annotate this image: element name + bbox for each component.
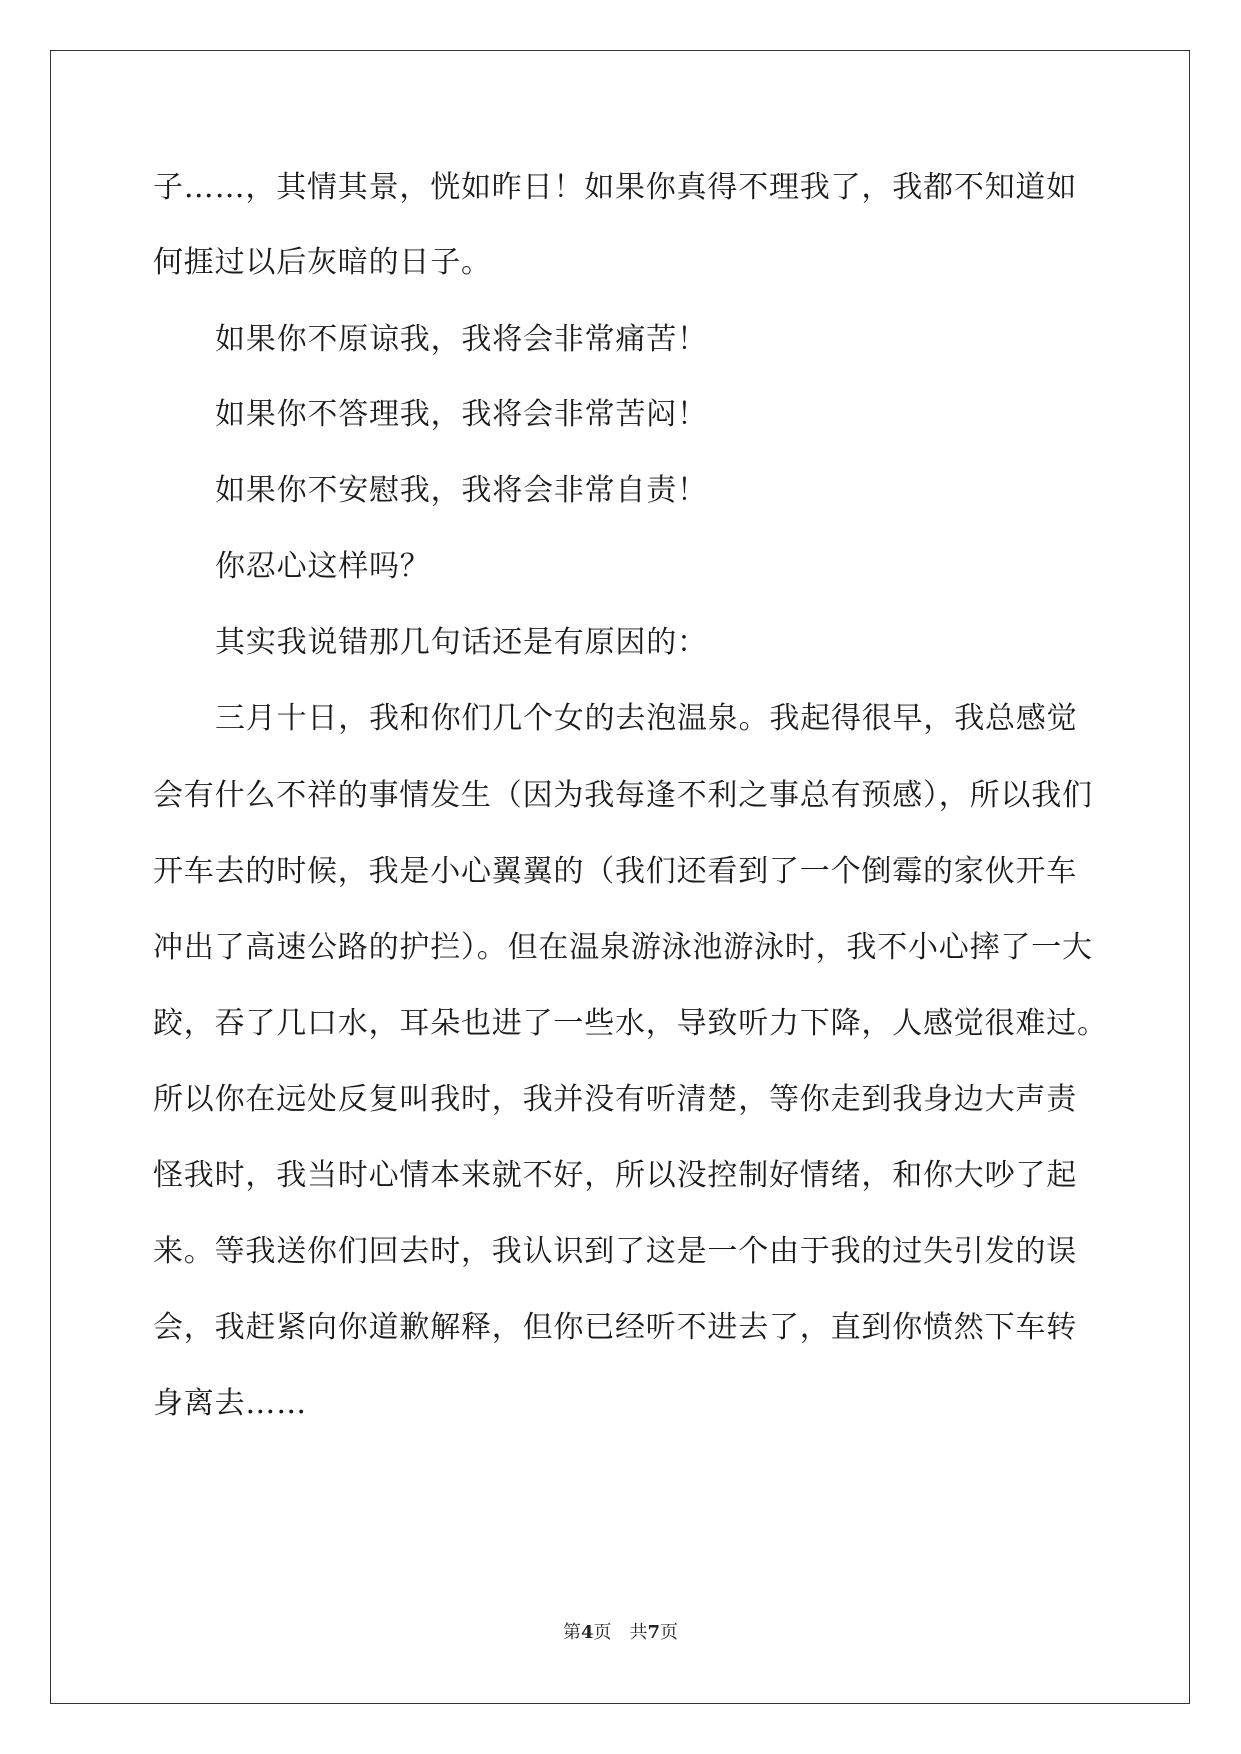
body-line: 如果你不安慰我，我将会非常自责！ <box>215 473 708 508</box>
page-footer <box>0 1618 1241 1644</box>
body-line: 如果你不原谅我，我将会非常痛苦！ <box>215 322 708 357</box>
body-line: 子……，其情其景，恍如昨日！如果你真得不理我了，我都不知道如 <box>153 170 1077 205</box>
body-line: 所以你在远处反复叫我时，我并没有听清楚，等你走到我身边大声责 <box>153 1082 1077 1117</box>
total-pages-number: 7 <box>647 1622 661 1643</box>
body-line: 会有什么不祥的事情发生（因为我每逢不利之事总有预感），所以我们 <box>153 778 1093 813</box>
body-line: 如果你不答理我，我将会非常苦闷！ <box>215 397 708 432</box>
body-line: 来。等我送你们回去时，我认识到了这是一个由于我的过失引发的误 <box>153 1234 1077 1269</box>
body-line: 何捱过以后灰暗的日子。 <box>153 245 492 280</box>
footer-mid: 页 共 <box>593 1622 648 1643</box>
body-line: 你忍心这样吗？ <box>215 549 431 584</box>
current-page-number: 4 <box>580 1622 594 1643</box>
body-line: 怪我时，我当时心情本来就不好，所以没控制好情绪，和你大吵了起 <box>153 1158 1077 1193</box>
body-line: 跤，吞了几口水，耳朵也进了一些水，导致听力下降，人感觉很难过。 <box>153 1006 1108 1041</box>
footer-suffix: 页 <box>660 1622 679 1643</box>
footer-prefix: 第 <box>562 1622 581 1643</box>
body-line: 三月十日，我和你们几个女的去泡温泉。我起得很早，我总感觉 <box>215 701 1078 736</box>
body-line: 冲出了高速公路的护拦）。但在温泉游泳池游泳时，我不小心摔了一大 <box>153 930 1093 965</box>
body-line: 身离去…… <box>153 1386 307 1421</box>
body-line: 会，我赶紧向你道歉解释，但你已经听不进去了，直到你愤然下车转 <box>153 1310 1077 1345</box>
body-line: 开车去的时候，我是小心翼翼的（我们还看到了一个倒霉的家伙开车 <box>153 854 1077 889</box>
body-line: 其实我说错那几句话还是有原因的： <box>215 625 708 660</box>
